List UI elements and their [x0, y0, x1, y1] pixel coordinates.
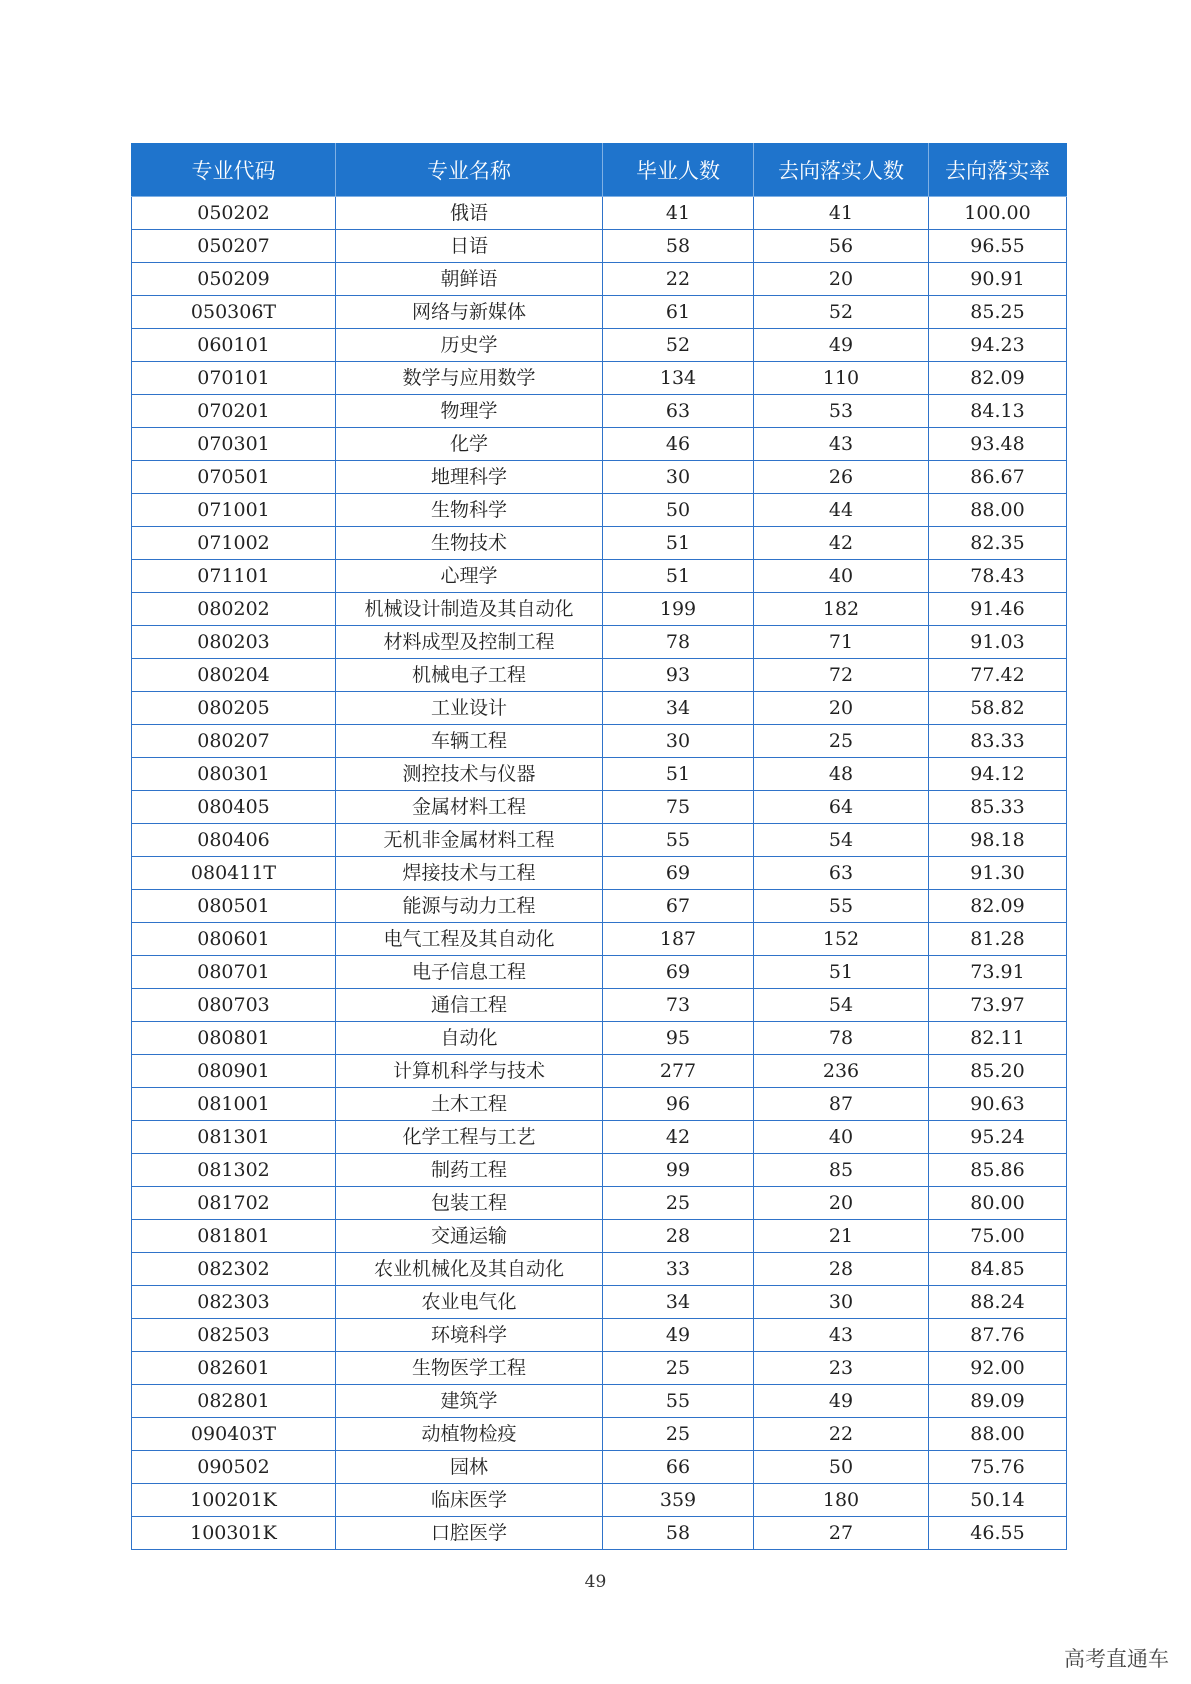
cell-major-name: 土木工程	[336, 1088, 603, 1121]
cell-graduates: 99	[603, 1154, 754, 1187]
cell-placed: 64	[754, 791, 929, 824]
cell-major-code: 080207	[132, 725, 336, 758]
table-row	[132, 758, 1067, 791]
cell-placed: 26	[754, 461, 929, 494]
cell-placed: 54	[754, 989, 929, 1022]
cell-placed: 28	[754, 1253, 929, 1286]
cell-major-name: 测控技术与仪器	[336, 758, 603, 791]
cell-graduates: 187	[603, 923, 754, 956]
cell-major-name: 园林	[336, 1451, 603, 1484]
cell-major-code: 080411T	[132, 857, 336, 890]
cell-major-code: 080406	[132, 824, 336, 857]
cell-major-name: 金属材料工程	[336, 791, 603, 824]
cell-graduates: 33	[603, 1253, 754, 1286]
cell-placed: 54	[754, 824, 929, 857]
cell-major-name: 计算机科学与技术	[336, 1055, 603, 1088]
cell-major-code: 081702	[132, 1187, 336, 1220]
cell-major-name: 机械电子工程	[336, 659, 603, 692]
cell-graduates: 41	[603, 197, 754, 230]
watermark: 高考直通车	[1064, 1647, 1169, 1671]
cell-graduates: 277	[603, 1055, 754, 1088]
cell-major-code: 080204	[132, 659, 336, 692]
cell-placed: 71	[754, 626, 929, 659]
table-row	[132, 857, 1067, 890]
cell-placement-rate: 90.91	[929, 263, 1067, 296]
cell-major-code: 082303	[132, 1286, 336, 1319]
cell-placement-rate: 95.24	[929, 1121, 1067, 1154]
cell-major-name: 动植物检疫	[336, 1418, 603, 1451]
table-row	[132, 1220, 1067, 1253]
cell-major-name: 材料成型及控制工程	[336, 626, 603, 659]
cell-major-name: 环境科学	[336, 1319, 603, 1352]
header-graduates: 毕业人数	[603, 144, 754, 197]
cell-placement-rate: 91.30	[929, 857, 1067, 890]
cell-placement-rate: 93.48	[929, 428, 1067, 461]
cell-graduates: 51	[603, 527, 754, 560]
cell-placement-rate: 82.35	[929, 527, 1067, 560]
cell-placed: 43	[754, 428, 929, 461]
cell-placement-rate: 94.12	[929, 758, 1067, 791]
cell-major-code: 100301K	[132, 1517, 336, 1550]
cell-placement-rate: 87.76	[929, 1319, 1067, 1352]
cell-major-code: 081801	[132, 1220, 336, 1253]
cell-placed: 21	[754, 1220, 929, 1253]
cell-placed: 44	[754, 494, 929, 527]
cell-major-name: 电子信息工程	[336, 956, 603, 989]
table-row	[132, 1121, 1067, 1154]
table-row	[132, 329, 1067, 362]
table-row	[132, 923, 1067, 956]
table-row	[132, 1055, 1067, 1088]
cell-graduates: 55	[603, 824, 754, 857]
cell-placed: 25	[754, 725, 929, 758]
table-row	[132, 395, 1067, 428]
table-row	[132, 1517, 1067, 1550]
table-row	[132, 1253, 1067, 1286]
cell-major-code: 050202	[132, 197, 336, 230]
cell-graduates: 78	[603, 626, 754, 659]
cell-graduates: 96	[603, 1088, 754, 1121]
cell-graduates: 30	[603, 461, 754, 494]
cell-placement-rate: 98.18	[929, 824, 1067, 857]
cell-graduates: 51	[603, 758, 754, 791]
cell-placement-rate: 84.13	[929, 395, 1067, 428]
cell-graduates: 25	[603, 1418, 754, 1451]
cell-graduates: 63	[603, 395, 754, 428]
cell-placed: 56	[754, 230, 929, 263]
cell-major-code: 070201	[132, 395, 336, 428]
cell-major-name: 制药工程	[336, 1154, 603, 1187]
header-major-code: 专业代码	[132, 144, 336, 197]
table-header	[132, 144, 1067, 197]
cell-placed: 42	[754, 527, 929, 560]
cell-placement-rate: 85.33	[929, 791, 1067, 824]
cell-placed: 27	[754, 1517, 929, 1550]
cell-major-name: 机械设计制造及其自动化	[336, 593, 603, 626]
cell-major-code: 082601	[132, 1352, 336, 1385]
cell-placement-rate: 83.33	[929, 725, 1067, 758]
cell-major-code: 090502	[132, 1451, 336, 1484]
table-row	[132, 1352, 1067, 1385]
cell-major-name: 焊接技术与工程	[336, 857, 603, 890]
table-row	[132, 461, 1067, 494]
cell-placed: 50	[754, 1451, 929, 1484]
cell-major-name: 交通运输	[336, 1220, 603, 1253]
table-row	[132, 263, 1067, 296]
table-row	[132, 1385, 1067, 1418]
cell-major-name: 通信工程	[336, 989, 603, 1022]
cell-placed: 49	[754, 329, 929, 362]
cell-graduates: 58	[603, 230, 754, 263]
cell-placement-rate: 46.55	[929, 1517, 1067, 1550]
cell-placement-rate: 89.09	[929, 1385, 1067, 1418]
cell-placement-rate: 82.11	[929, 1022, 1067, 1055]
cell-major-code: 080901	[132, 1055, 336, 1088]
cell-placement-rate: 82.09	[929, 890, 1067, 923]
cell-major-name: 生物医学工程	[336, 1352, 603, 1385]
cell-major-name: 生物技术	[336, 527, 603, 560]
table-row	[132, 560, 1067, 593]
table-row	[132, 527, 1067, 560]
cell-placement-rate: 78.43	[929, 560, 1067, 593]
table-row	[132, 1088, 1067, 1121]
table-row	[132, 1154, 1067, 1187]
cell-major-name: 网络与新媒体	[336, 296, 603, 329]
cell-graduates: 46	[603, 428, 754, 461]
cell-major-name: 工业设计	[336, 692, 603, 725]
cell-graduates: 69	[603, 857, 754, 890]
cell-graduates: 67	[603, 890, 754, 923]
cell-placed: 40	[754, 560, 929, 593]
cell-graduates: 30	[603, 725, 754, 758]
cell-graduates: 69	[603, 956, 754, 989]
table-row	[132, 1418, 1067, 1451]
cell-major-code: 080703	[132, 989, 336, 1022]
cell-graduates: 28	[603, 1220, 754, 1253]
table-row	[132, 659, 1067, 692]
cell-placement-rate: 84.85	[929, 1253, 1067, 1286]
cell-placement-rate: 91.46	[929, 593, 1067, 626]
cell-placement-rate: 77.42	[929, 659, 1067, 692]
cell-graduates: 34	[603, 1286, 754, 1319]
cell-major-name: 生物科学	[336, 494, 603, 527]
cell-major-name: 农业电气化	[336, 1286, 603, 1319]
cell-major-name: 心理学	[336, 560, 603, 593]
cell-major-name: 口腔医学	[336, 1517, 603, 1550]
cell-major-code: 080203	[132, 626, 336, 659]
cell-major-name: 电气工程及其自动化	[336, 923, 603, 956]
cell-graduates: 359	[603, 1484, 754, 1517]
header-placed: 去向落实人数	[754, 144, 929, 197]
table-row	[132, 494, 1067, 527]
cell-placement-rate: 88.00	[929, 494, 1067, 527]
table-row	[132, 989, 1067, 1022]
cell-graduates: 22	[603, 263, 754, 296]
cell-placed: 20	[754, 1187, 929, 1220]
cell-major-code: 081001	[132, 1088, 336, 1121]
cell-major-code: 080405	[132, 791, 336, 824]
cell-major-name: 俄语	[336, 197, 603, 230]
cell-graduates: 134	[603, 362, 754, 395]
cell-major-name: 化学工程与工艺	[336, 1121, 603, 1154]
cell-major-code: 080202	[132, 593, 336, 626]
cell-placed: 236	[754, 1055, 929, 1088]
cell-major-name: 日语	[336, 230, 603, 263]
cell-major-name: 化学	[336, 428, 603, 461]
cell-placement-rate: 80.00	[929, 1187, 1067, 1220]
cell-major-name: 车辆工程	[336, 725, 603, 758]
cell-major-code: 050207	[132, 230, 336, 263]
cell-placement-rate: 73.97	[929, 989, 1067, 1022]
table-row	[132, 890, 1067, 923]
table-row	[132, 428, 1067, 461]
cell-graduates: 58	[603, 1517, 754, 1550]
cell-placement-rate: 91.03	[929, 626, 1067, 659]
cell-placed: 41	[754, 197, 929, 230]
table-row	[132, 1451, 1067, 1484]
cell-major-code: 080701	[132, 956, 336, 989]
cell-major-code: 071001	[132, 494, 336, 527]
cell-major-code: 050209	[132, 263, 336, 296]
cell-placed: 20	[754, 692, 929, 725]
cell-placed: 72	[754, 659, 929, 692]
cell-major-code: 071002	[132, 527, 336, 560]
cell-graduates: 75	[603, 791, 754, 824]
table-row	[132, 824, 1067, 857]
cell-placement-rate: 85.25	[929, 296, 1067, 329]
cell-major-name: 包装工程	[336, 1187, 603, 1220]
cell-major-code: 090403T	[132, 1418, 336, 1451]
cell-major-name: 朝鲜语	[336, 263, 603, 296]
cell-graduates: 93	[603, 659, 754, 692]
cell-graduates: 49	[603, 1319, 754, 1352]
cell-placement-rate: 88.24	[929, 1286, 1067, 1319]
cell-placed: 30	[754, 1286, 929, 1319]
cell-placement-rate: 92.00	[929, 1352, 1067, 1385]
cell-major-code: 080801	[132, 1022, 336, 1055]
cell-placement-rate: 88.00	[929, 1418, 1067, 1451]
cell-major-code: 070101	[132, 362, 336, 395]
cell-major-code: 071101	[132, 560, 336, 593]
page-number: 49	[584, 1572, 607, 1592]
cell-graduates: 25	[603, 1187, 754, 1220]
cell-graduates: 66	[603, 1451, 754, 1484]
cell-placement-rate: 82.09	[929, 362, 1067, 395]
table-row	[132, 692, 1067, 725]
cell-placed: 110	[754, 362, 929, 395]
cell-placed: 48	[754, 758, 929, 791]
cell-major-name: 自动化	[336, 1022, 603, 1055]
table-row	[132, 725, 1067, 758]
cell-graduates: 73	[603, 989, 754, 1022]
cell-placed: 49	[754, 1385, 929, 1418]
cell-graduates: 34	[603, 692, 754, 725]
cell-placed: 22	[754, 1418, 929, 1451]
cell-major-name: 农业机械化及其自动化	[336, 1253, 603, 1286]
table-row	[132, 230, 1067, 263]
cell-major-name: 数学与应用数学	[336, 362, 603, 395]
table-row	[132, 362, 1067, 395]
cell-placement-rate: 90.63	[929, 1088, 1067, 1121]
employment-table	[131, 143, 1067, 1550]
table-row	[132, 1319, 1067, 1352]
cell-placement-rate: 94.23	[929, 329, 1067, 362]
cell-major-name: 历史学	[336, 329, 603, 362]
cell-major-code: 070301	[132, 428, 336, 461]
cell-major-code: 081301	[132, 1121, 336, 1154]
cell-major-name: 物理学	[336, 395, 603, 428]
cell-placement-rate: 73.91	[929, 956, 1067, 989]
table-row	[132, 791, 1067, 824]
table-row	[132, 593, 1067, 626]
cell-placement-rate: 81.28	[929, 923, 1067, 956]
cell-graduates: 52	[603, 329, 754, 362]
cell-graduates: 25	[603, 1352, 754, 1385]
table-row	[132, 1286, 1067, 1319]
cell-placed: 85	[754, 1154, 929, 1187]
cell-placement-rate: 85.20	[929, 1055, 1067, 1088]
cell-placed: 23	[754, 1352, 929, 1385]
cell-major-code: 080301	[132, 758, 336, 791]
cell-major-code: 080601	[132, 923, 336, 956]
cell-placement-rate: 86.67	[929, 461, 1067, 494]
cell-placed: 182	[754, 593, 929, 626]
table-row	[132, 1187, 1067, 1220]
table-row	[132, 626, 1067, 659]
cell-graduates: 95	[603, 1022, 754, 1055]
cell-graduates: 42	[603, 1121, 754, 1154]
cell-major-code: 050306T	[132, 296, 336, 329]
cell-placed: 52	[754, 296, 929, 329]
cell-placed: 20	[754, 263, 929, 296]
header-major-name: 专业名称	[336, 144, 603, 197]
cell-graduates: 199	[603, 593, 754, 626]
header-row	[132, 144, 1067, 197]
table-body	[132, 197, 1067, 1550]
cell-major-name: 能源与动力工程	[336, 890, 603, 923]
table-row	[132, 1022, 1067, 1055]
cell-major-code: 100201K	[132, 1484, 336, 1517]
cell-graduates: 61	[603, 296, 754, 329]
cell-placed: 51	[754, 956, 929, 989]
cell-placement-rate: 50.14	[929, 1484, 1067, 1517]
cell-placement-rate: 96.55	[929, 230, 1067, 263]
cell-major-code: 082503	[132, 1319, 336, 1352]
cell-placed: 55	[754, 890, 929, 923]
cell-placed: 180	[754, 1484, 929, 1517]
cell-placed: 53	[754, 395, 929, 428]
cell-placed: 78	[754, 1022, 929, 1055]
cell-placement-rate: 75.76	[929, 1451, 1067, 1484]
cell-graduates: 51	[603, 560, 754, 593]
cell-major-code: 080205	[132, 692, 336, 725]
cell-major-name: 建筑学	[336, 1385, 603, 1418]
cell-major-name: 地理科学	[336, 461, 603, 494]
cell-major-code: 080501	[132, 890, 336, 923]
header-placement-rate: 去向落实率	[929, 144, 1067, 197]
cell-placed: 40	[754, 1121, 929, 1154]
cell-major-code: 060101	[132, 329, 336, 362]
cell-placement-rate: 75.00	[929, 1220, 1067, 1253]
cell-placed: 43	[754, 1319, 929, 1352]
cell-major-name: 无机非金属材料工程	[336, 824, 603, 857]
cell-placed: 152	[754, 923, 929, 956]
cell-placed: 63	[754, 857, 929, 890]
table-row	[132, 956, 1067, 989]
cell-placement-rate: 100.00	[929, 197, 1067, 230]
cell-placement-rate: 58.82	[929, 692, 1067, 725]
table-row	[132, 296, 1067, 329]
table-row	[132, 1484, 1067, 1517]
cell-placement-rate: 85.86	[929, 1154, 1067, 1187]
cell-graduates: 50	[603, 494, 754, 527]
cell-major-code: 082302	[132, 1253, 336, 1286]
cell-placed: 87	[754, 1088, 929, 1121]
cell-major-code: 082801	[132, 1385, 336, 1418]
table-row	[132, 197, 1067, 230]
cell-major-code: 081302	[132, 1154, 336, 1187]
cell-graduates: 55	[603, 1385, 754, 1418]
cell-major-code: 070501	[132, 461, 336, 494]
cell-major-name: 临床医学	[336, 1484, 603, 1517]
